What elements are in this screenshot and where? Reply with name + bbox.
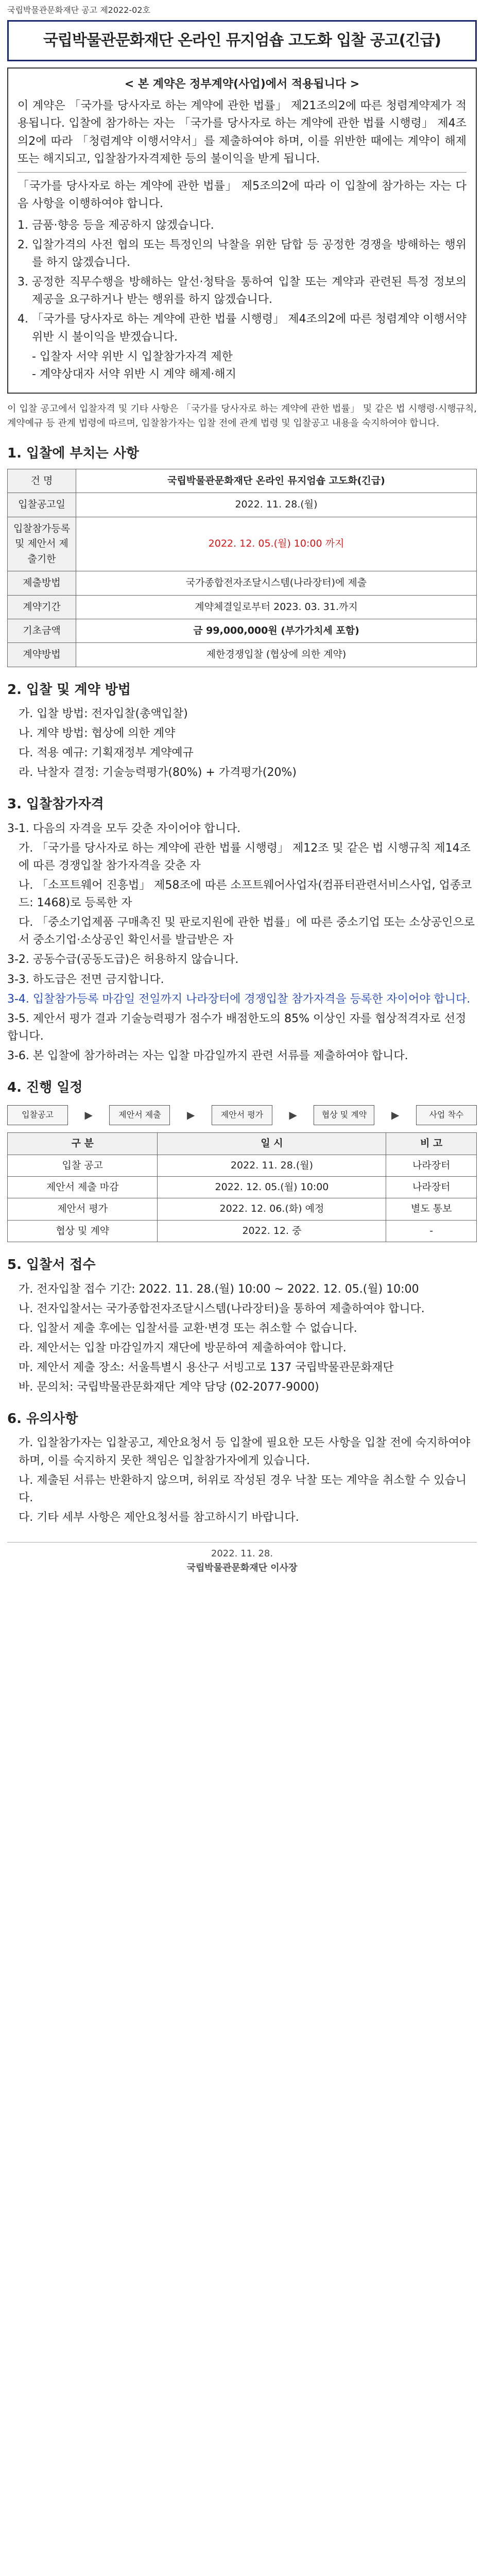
section-6-heading: 6. 유의사항 [7,1411,78,1427]
table-value: 2022. 11. 28.(월) [76,493,477,517]
section-2-heading: 2. 입찰 및 계약 방법 [7,682,131,698]
table-cell: 2022. 12. 05.(월) 10:00 [158,1176,386,1198]
section-5-line: 나. 전자입찰서는 국가종합전자조달시스템(나라장터)을 통하여 제출하여야 합니다. [19,1302,425,1315]
section-2-line: 가. 입찰 방법: 전자입찰(총액입찰) [19,707,188,721]
section-5-line: 다. 입찰서 제출 후에는 입찰서를 교환·변경 또는 취소할 수 없습니다. [19,1321,357,1335]
section-3-line: 3-2. 공동수급(공동도급)은 허용하지 않습니다. [7,953,239,967]
section-5-heading: 5. 입찰서 접수 [7,1257,96,1273]
table-row [8,643,477,667]
table-header: 구 분 [8,1133,158,1155]
notice-list-item: 3. 공정한 직무수행을 방해하는 알선·청탁을 통하여 입찰 또는 계약과 관련된 특정 정보의 제공을 요구하거나 받는 행위를 하지 않겠습니다. [32,274,466,309]
arrow-right-icon: ▶ [187,1109,195,1122]
table-cell: 협상 및 계약 [8,1220,158,1242]
notice-list-item: 1. 금품·향응 등을 제공하지 않겠습니다. [32,217,466,234]
table-row [8,1198,477,1220]
table-header-row [8,1133,477,1155]
schedule-table [7,1132,477,1242]
notice-heading: < 본 계약은 정부계약(사업)에서 적용됩니다 > [124,78,360,91]
footer-org: 국립박물관문화재단 이사장 [186,1562,298,1573]
section-3-line: 다. 「중소기업제품 구매촉진 및 판로지원에 관한 법률」에 따른 중소기업 또는 소상공인으로서 중소기업·소상공인 확인서를 발급받은 자 [19,916,475,947]
document-footer [7,1542,477,1575]
integrity-notice-box [7,67,477,394]
table-cell: 제안서 평가 [8,1198,158,1220]
notice-list-item: 4. 「국가를 당사자로 하는 계약에 관한 법률 시행령」 제4조의2에 따른 청렴계약 이행서약 위반 시 불이익을 받겠습니다. [32,311,466,346]
notice-list [18,217,466,346]
section-5-line: 마. 제안서 제출 장소: 서울특별시 용산구 서빙고로 137 국립박물관문화재단 [19,1361,394,1374]
footer-date: 2022. 11. 28. [211,1548,273,1559]
table-value: 국가종합전자조달시스템(나라장터)에 제출 [76,571,477,595]
table-cell: 나라장터 [386,1176,477,1198]
arrow-right-icon: ▶ [289,1109,297,1122]
section-5-line: 라. 제안서는 입찰 마감일까지 재단에 방문하여 제출하여야 합니다. [19,1341,347,1354]
notice-sub-item: - 입찰자 서약 위반 시 입찰참가자격 제한 [32,350,233,363]
table-cell: 나라장터 [386,1155,477,1176]
section-5-line: 가. 전자입찰 접수 기간: 2022. 11. 28.(월) 10:00 ~ 2022. 12. 05.(월) 10:00 [19,1282,419,1296]
section-3-line: 3-1. 다음의 자격을 모두 갖춘 자이어야 합니다. [7,822,241,835]
table-value: 금 99,000,000원 (부가가치세 포함) [76,619,477,642]
table-label: 건 명 [8,469,76,493]
table-cell: 2022. 11. 28.(월) [158,1155,386,1176]
table-cell: 2022. 12. 중 [158,1220,386,1242]
section-3-line: 나. 「소프트웨어 진흥법」 제58조에 따른 소프트웨어사업자(컴퓨터관련서비스사업, 업종코드: 1468)로 등록한 자 [19,879,472,910]
arrow-right-icon: ▶ [84,1109,93,1122]
table-header: 일 시 [158,1133,386,1155]
section-6-line: 나. 제출된 서류는 반환하지 않으며, 허위로 작성된 경우 낙찰 또는 계약을 취소할 수 있습니다. [19,1473,466,1504]
section-2-line: 라. 낙찰자 결정: 기술능력평가(80%) + 가격평가(20%) [19,766,297,779]
table-row [8,1220,477,1242]
section-6-line: 가. 입찰참가자는 입찰공고, 제안요청서 등 입찰에 필요한 모든 사항을 입찰 전에 숙지하여야 하며, 이를 숙지하지 못한 책임은 입찰참가자에게 있습니다. [19,1436,471,1467]
table-row [8,1176,477,1198]
table-label: 입찰공고일 [8,493,76,517]
table-cell: 2022. 12. 06.(화) 예정 [158,1198,386,1220]
table-cell: 제안서 제출 마감 [8,1176,158,1198]
table-label: 제출방법 [8,571,76,595]
section-3-heading: 3. 입찰참가자격 [7,796,104,812]
section-6-line: 다. 기타 세부 사항은 제안요청서를 참고하시기 바랍니다. [19,1511,299,1524]
table-row [8,469,477,493]
table-row [8,517,477,571]
schedule-flow [7,1105,477,1125]
table-row [8,619,477,642]
table-cell: 입찰 공고 [8,1155,158,1176]
section-4-heading: 4. 진행 일정 [7,1080,83,1095]
table-value: 국립박물관문화재단 온라인 뮤지엄숍 고도화(긴급) [76,469,477,493]
table-row [8,571,477,595]
notice-sub-item: - 계약상대자 서약 위반 시 계약 해제·해지 [32,367,236,381]
notice-list-item: 2. 입찰가격의 사전 협의 또는 특정인의 낙찰을 위한 담합 등 공정한 경쟁을 방해하는 행위를 하지 않겠습니다. [32,236,466,272]
table-value: 2022. 12. 05.(월) 10:00 까지 [76,517,477,571]
section-3-line: 3-3. 하도급은 전면 금지합니다. [7,973,164,986]
flow-step: 제안서 제출 [109,1105,170,1125]
section-3-line: 3-6. 본 입찰에 참가하려는 자는 입찰 마감일까지 관련 서류를 제출하여야 합니다. [7,1049,408,1062]
table-cell: - [386,1220,477,1242]
table-label: 계약기간 [8,595,76,619]
arrow-right-icon: ▶ [391,1109,400,1122]
section-3-line: 3-5. 제안서 평가 결과 기술능력평가 점수가 배점한도의 85% 이상인 자를 협상적격자로 선정합니다. [7,1012,466,1043]
section-2-line: 다. 적용 예규: 기획재정부 계약예규 [19,747,194,760]
table-label: 계약방법 [8,643,76,667]
table-value: 제한경쟁입찰 (협상에 의한 계약) [76,643,477,667]
notice-paragraph-2: 「국가를 당사자로 하는 계약에 관한 법률」 제5조의2에 따라 이 입찰에 참가하는 자는 다음 사항을 이행하여야 합니다. [18,179,466,210]
table-header: 비 고 [386,1133,477,1155]
legal-note: 이 입찰 공고에서 입찰자격 및 기타 사항은 「국가를 당사자로 하는 계약에 관한 법률」 및 같은 법 시행령·시행규칙, 계약예규 등 관계 법령에 따르며, 입찰참가자는 입찰 전에 관계 법령 및 입찰공고 내용을 숙지하여야 합니다. [7,403,477,429]
table-row [8,595,477,619]
table-row [8,493,477,517]
table-row [8,1155,477,1176]
section-5-line: 바. 문의처: 국립박물관문화재단 계약 담당 (02-2077-9000) [19,1381,319,1394]
section-1-heading: 1. 입찰에 부치는 사항 [7,445,140,461]
notice-paragraph-1: 이 계약은 「국가를 당사자로 하는 계약에 관한 법률」 제21조의2에 따른 청렴계약제가 적용됩니다. 입찰에 참가하는 자는 「국가를 당사자로 하는 계약에 관한 법률 시행령」 제4조의2에 따라 「청렴계약 이행서약서」를 제출하여야 하며, 이를 위반한 때에는 계약이 해제 또는 해지되고, 입찰참가자격제한 등의 불이익을 받게 됩니다. [18,99,466,165]
document-title: 국립박물관문화재단 온라인 뮤지엄숍 고도화 입찰 공고(긴급) [7,20,477,62]
table-cell: 별도 통보 [386,1198,477,1220]
table-value: 계약체결일로부터 2023. 03. 31.까지 [76,595,477,619]
flow-step: 입찰공고 [7,1105,68,1125]
document-id: 국립박물관문화재단 공고 제2022-02호 [7,5,150,15]
notice-divider [18,172,466,173]
flow-step: 제안서 평가 [212,1105,272,1125]
section-3-line: 3-4. 입찰참가등록 마감일 전일까지 나라장터에 경쟁입찰 참가자격을 등록한 자이어야 합니다. [7,992,471,1006]
table-label: 입찰참가등록 및 제안서 제출기한 [8,517,76,571]
flow-step: 사업 착수 [416,1105,477,1125]
section-3-line: 가. 「국가를 당사자로 하는 계약에 관한 법률 시행령」 제12조 및 같은 법 시행규칙 제14조에 따른 경쟁입찰 참가자격을 갖춘 자 [19,841,471,872]
bid-info-table [7,469,477,667]
section-2-line: 나. 계약 방법: 협상에 의한 계약 [19,727,176,740]
flow-step: 협상 및 계약 [314,1105,374,1125]
table-label: 기초금액 [8,619,76,642]
